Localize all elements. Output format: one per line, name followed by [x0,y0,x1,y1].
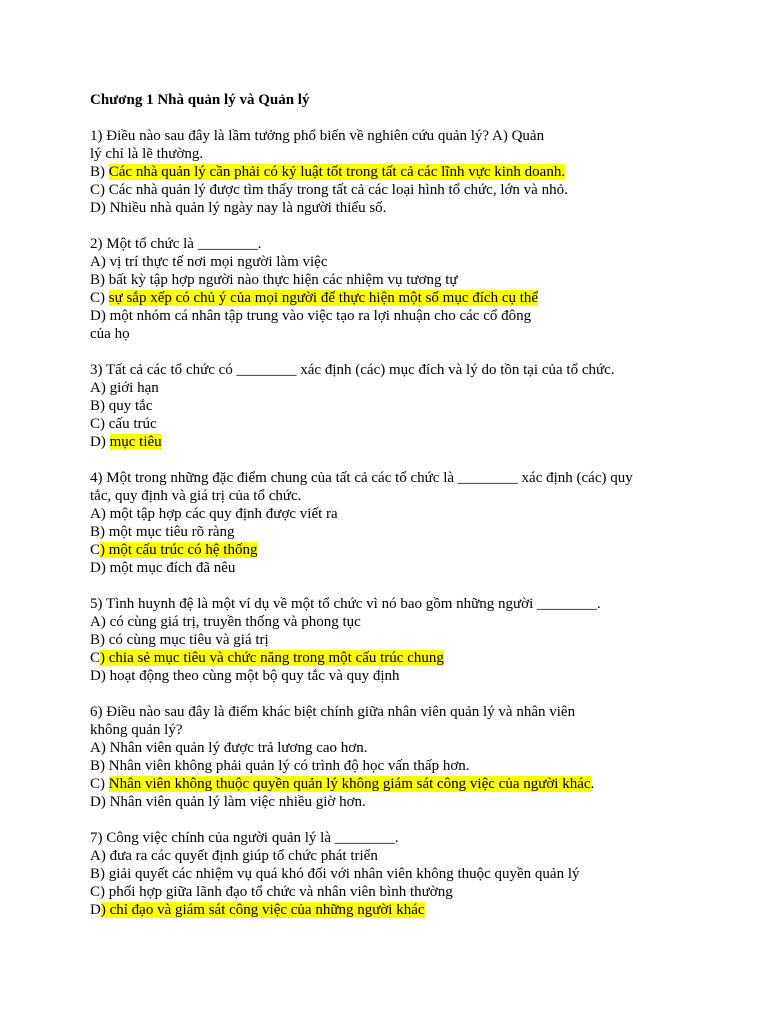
question-4 [90,469,650,577]
answer-option [90,793,650,811]
highlighted-answer: ) chia sẻ mục tiêu và chức năng trong một cấu trúc chung [100,650,444,666]
question-text-line: 3) Tất cả các tổ chức có ________ xác định (các) mục đích và lý do tồn tại của tổ chức. [90,362,615,378]
question-text-line: 7) Công việc chính của người quản lý là ________. [90,830,399,846]
question-text-line: không quản lý? [90,722,183,738]
answer-option [90,199,650,217]
answer-option [90,379,650,397]
answer-option [90,613,650,631]
option-text: C [90,650,101,666]
answer-option [90,757,650,775]
answer-option [90,631,650,649]
option-text: B) bất kỳ tập hợp người nào thực hiện các nhiệm vụ tương tự [90,272,458,288]
answer-option [90,883,650,901]
answer-option [90,865,650,883]
option-text: B) giải quyết các nhiệm vụ quá khó đối với nhân viên không thuộc quyền quản lý [90,866,580,882]
question-text-line: 1) Điều nào sau đây là lầm tưởng phổ biến về nghiên cứu quản lý? A) Quản [90,128,545,144]
answer-option [90,415,650,433]
answer-option [90,559,650,577]
highlighted-answer: ) chỉ đạo và giám sát công việc của những người khác [100,902,425,918]
answer-option [90,739,650,757]
answer-option [90,847,650,865]
answer-option [90,667,650,685]
option-text: D) Nhân viên quản lý làm việc nhiều giờ hơn. [90,794,366,810]
answer-option [90,505,650,523]
option-text: B) quy tắc [90,398,153,414]
answer-option [90,649,650,667]
option-text: A) vị trí thực tế nơi mọi người làm việc [90,254,328,270]
option-text: C) phối hợp giữa lãnh đạo tổ chức và nhân viên bình thường [90,884,453,900]
question-3 [90,361,650,451]
option-text: C [90,542,101,558]
highlighted-answer: sự sắp xếp có chủ ý của mọi người để thực hiện một số mục đích cụ thể [108,290,539,306]
answer-option [90,307,650,325]
option-text: C) [90,776,109,792]
highlighted-answer: ) một cấu trúc có hệ thống [100,542,258,558]
option-text: B) một mục tiêu rõ ràng [90,524,235,540]
option-text: C) [90,290,109,306]
answer-option [90,289,650,307]
option-text: A) có cùng giá trị, truyền thống và phong tục [90,614,361,630]
answer-option [90,271,650,289]
option-text: B) Nhân viên không phải quản lý có trình độ học vấn thấp hơn. [90,758,470,774]
question-7 [90,829,650,919]
option-text: D) Nhiều nhà quản lý ngày nay là người thiểu số. [90,200,387,216]
question-1 [90,127,650,217]
option-text: B) [90,164,109,180]
answer-option [90,775,650,793]
answer-option [90,901,650,919]
answer-option [90,523,650,541]
answer-option [90,541,650,559]
question-text-line: 6) Điều nào sau đây là điểm khác biệt chính giữa nhân viên quản lý và nhân viên [90,704,576,720]
question-list [90,127,650,919]
answer-option [90,163,650,181]
question-5 [90,595,650,685]
chapter-title: Chương 1 Nhà quản lý và Quản lý [90,92,310,108]
option-text: D) một mục đích đã nêu [90,560,236,576]
question-6 [90,703,650,811]
highlighted-answer: Nhân viên không thuộc quyền quản lý không giám sát công việc của người khác [108,776,591,792]
highlighted-answer: mục tiêu [109,434,162,450]
answer-option [90,433,650,451]
option-text: A) giới hạn [90,380,159,396]
option-text-suffix: . [590,776,595,792]
highlighted-answer: Các nhà quản lý cần phải có kỷ luật tốt trong tất cả các lĩnh vực kinh doanh. [108,164,566,180]
question-2 [90,235,650,343]
option-text: của họ [90,326,130,342]
question-text-line: 4) Một trong những đặc điểm chung của tất cả các tổ chức là ________ xác định (các) quy [90,470,633,486]
option-text: C) cấu trúc [90,416,157,432]
option-text: A) một tập hợp các quy định được viết ra [90,506,338,522]
option-text: D) [90,434,110,450]
document-content [90,91,650,937]
answer-option [90,253,650,271]
option-text: D) một nhóm cá nhân tập trung vào việc tạo ra lợi nhuận cho các cổ đông [90,308,532,324]
answer-option [90,325,650,343]
option-text: D [90,902,101,918]
question-text-line: tắc, quy định và giá trị của tổ chức. [90,488,302,504]
option-text: A) đưa ra các quyết định giúp tổ chức phát triển [90,848,378,864]
option-text: A) Nhân viên quản lý được trả lương cao hơn. [90,740,368,756]
answer-option [90,397,650,415]
option-text: B) có cùng mục tiêu và giá trị [90,632,269,648]
question-text-line: lý chỉ là lẽ thường. [90,146,204,162]
question-text-line: 5) Tình huynh đệ là một ví dụ về một tổ chức vì nó bao gồm những người ________. [90,596,601,612]
answer-option [90,181,650,199]
option-text: D) hoạt động theo cùng một bộ quy tắc và quy định [90,668,400,684]
option-text: C) Các nhà quản lý được tìm thấy trong tất cả các loại hình tổ chức, lớn và nhỏ. [90,182,568,198]
question-text-line: 2) Một tổ chức là ________. [90,236,262,252]
